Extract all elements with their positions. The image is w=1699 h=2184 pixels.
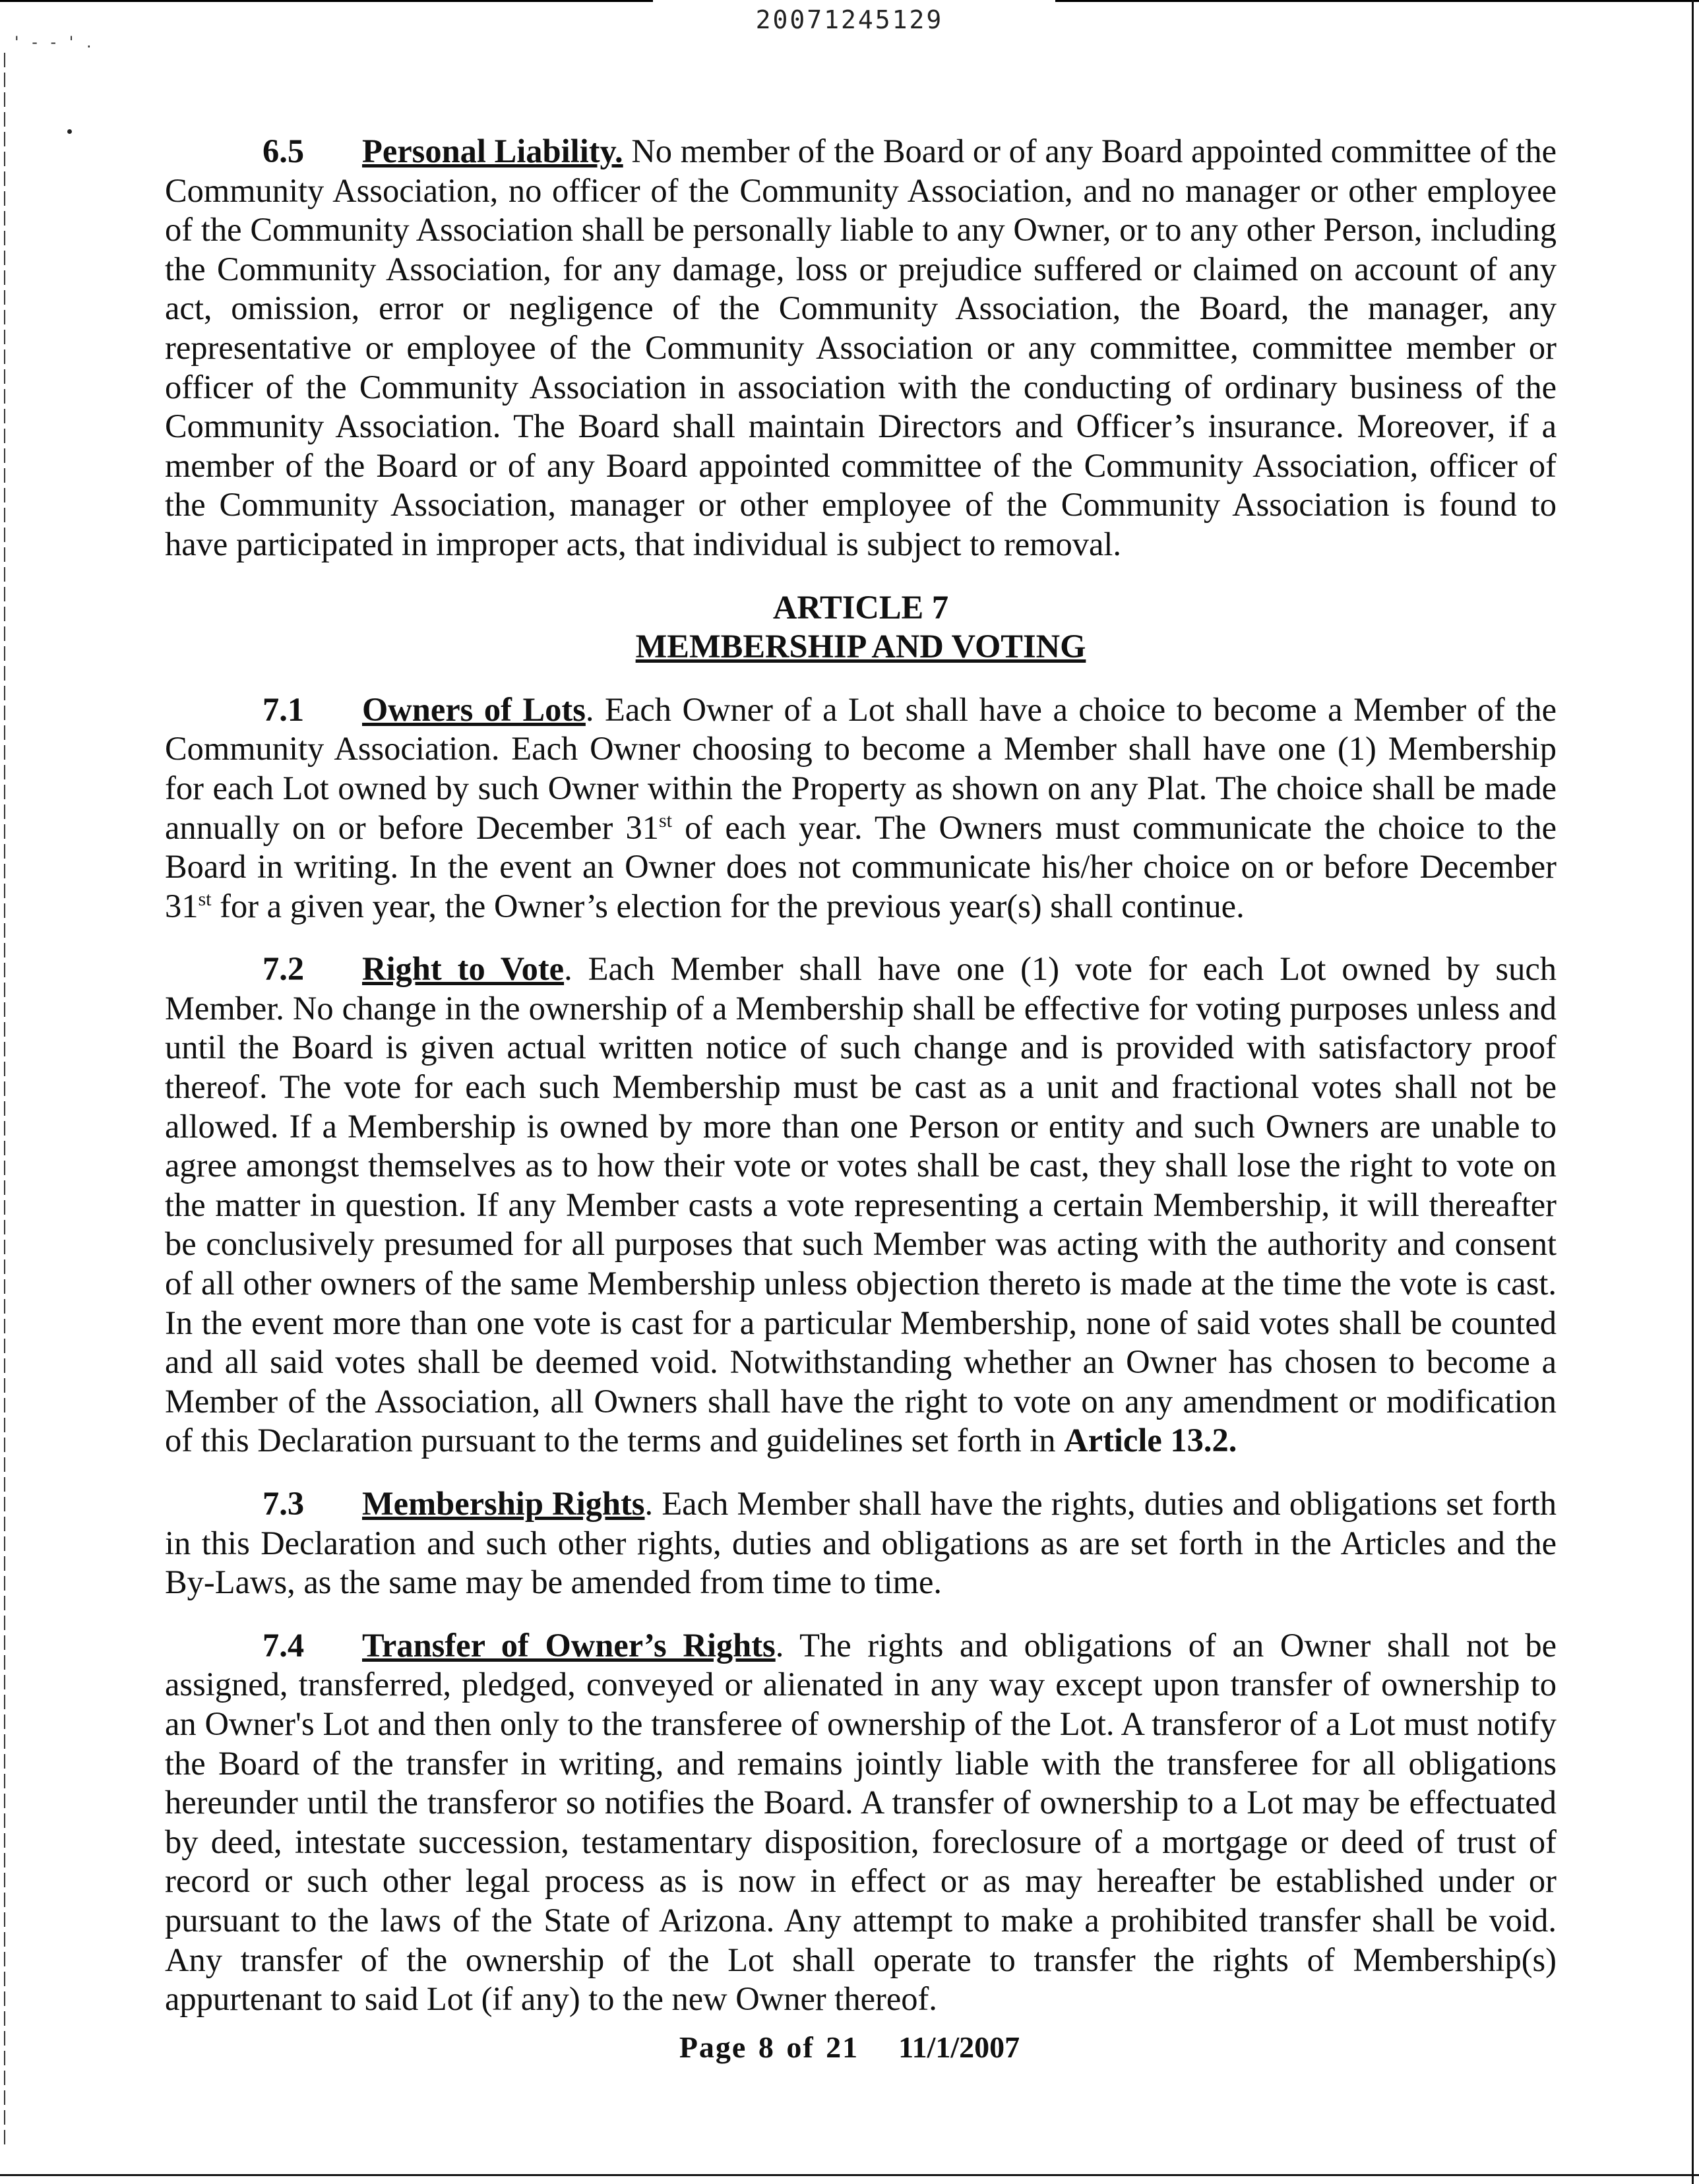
article-subtitle: MEMBERSHIP AND VOTING: [635, 628, 1086, 665]
section-number: 7.1: [263, 690, 305, 728]
section-text-part-c: for a given year, the Owner’s election for the previous year(s) shall continue.: [211, 887, 1245, 925]
document-body: [165, 132, 1557, 2019]
section-7-4: [165, 1626, 1557, 2019]
section-number: 7.2: [263, 950, 305, 988]
section-heading: Membership Rights: [362, 1485, 645, 1522]
section-7-3: [165, 1484, 1557, 1602]
recording-number: 20071245129: [755, 5, 944, 34]
section-text: . The rights and obligations of an Owner shall not be assigned, transferred, pledged, conveyed or alienated in any way except upon transfer of ownership to an Owner's Lot and then only to the transferee of ownership of the Lot. A transferor of a Lot must notify the Board of the transfer in writing, and remains jointly liable with the transferee for all obligations hereunder until the transferor so notifies the Board. A transfer of ownership to a Lot may be effectuated by deed, intestate succession, testamentary disposition, foreclosure of a mortgage or deed of trust of record or such other legal process as is now in effect or as may hereafter be established under or pursuant to the laws of the State of Arizona. Any attempt to make a prohibited transfer shall be void. Any transfer of the ownership of the Lot shall operate to transfer the rights of Membership(s) appurtenant to said Lot (if any) to the new Owner thereof.: [165, 1626, 1557, 2018]
section-text-part-b: of each year. The Owners must communicate the choice to the Board in writing. In the event an Owner does not communicate his/her choice on or before December 31: [165, 808, 1557, 925]
scan-specks: ' - - ' .: [15, 33, 96, 51]
left-scan-edge: [4, 53, 5, 2150]
page-footer: [0, 2030, 1699, 2065]
section-heading: Right to Vote: [362, 950, 565, 988]
section-heading: Personal Liability.: [362, 133, 623, 169]
section-6-5: [165, 132, 1557, 564]
bottom-border-rule: [0, 2174, 1699, 2176]
page-number: Page 8 of 21: [679, 2030, 859, 2064]
ordinal-suffix: st: [198, 888, 212, 910]
article-reference: Article 13.2.: [1064, 1422, 1237, 1459]
section-number: 6.5: [263, 133, 305, 169]
section-text: No member of the Board or of any Board appointed committee of the Community Association, no officer of the Community Association, and no manager or other employee of the Community Association shall be personally liable to any Owner, or to any other Person, including the Community Association, for any damage, loss or prejudice suffered or claimed on account of any act, omission, error or negligence of the Community Association, the Board, the manager, any representative or employee of the Community Association or any committee, committee member or officer of the Community Association in association with the conducting of ordinary business of the Community Association. The Board shall maintain Directors and Officer’s insurance. Moreover, if a member of the Board or of any Board appointed committee of the Community Association, officer of the Community Association, manager or other employee of the Community Association is found to have participated in improper acts, that individual is subject to removal.: [165, 133, 1557, 562]
section-text-part-a: . Each Owner of a Lot shall have a choice to become a Member of the Community Association. Each Owner choosing to become a Member shall have one (1) Membership for each Lot owned by such Owner within the Property as shown on any Plat. The choice shall be made annually on or before December 31: [165, 690, 1557, 846]
top-border-rule: [0, 0, 653, 2]
section-7-2: [165, 950, 1557, 1461]
section-heading: Owners of Lots: [362, 690, 586, 728]
ordinal-suffix: st: [659, 809, 673, 832]
top-border-rule-right: [1055, 0, 1699, 2]
section-number: 7.3: [263, 1485, 305, 1522]
section-7-1: [165, 690, 1557, 926]
section-heading: Transfer of Owner’s Rights: [362, 1626, 776, 1664]
article-heading: [165, 588, 1557, 667]
document-date: 11/1/2007: [898, 2030, 1020, 2064]
section-number: 7.4: [263, 1626, 305, 1664]
right-scan-edge: [1692, 0, 1694, 2184]
section-text: . Each Member shall have the rights, duties and obligations set forth in this Declaration and such other rights, duties and obligations as are set forth in the Articles and the By-Laws, as the same may be amended from time to time.: [165, 1485, 1557, 1601]
scan-dot: [67, 129, 72, 134]
article-title: ARTICLE 7: [772, 588, 949, 626]
section-text: . Each Member shall have one (1) vote for each Lot owned by such Member. No change in the ownership of a Membership shall be effective for voting purposes unless and until the Board is given actual written notice of such change and is provided with satisfactory proof thereof. The vote for each such Membership must be cast as a unit and fractional votes shall not be allowed. If a Membership is owned by more than one Person or entity and such Owners are unable to agree amongst themselves as to how their vote or votes shall be cast, they shall lose the right to vote on the matter in question. If any Member casts a vote representing a certain Membership, it will thereafter be conclusively presumed for all purposes that such Member was acting with the authority and consent of all other owners of the same Membership unless objection thereto is made at the time the vote is cast. In the event more than one vote is cast for a particular Membership, none of said votes shall be counted and all said votes shall be deemed void. Notwithstanding whether an Owner has chosen to become a Member of the Association, all Owners shall have the right to vote on any amendment or modification of this Declaration pursuant to the terms and guidelines set forth in: [165, 950, 1557, 1459]
